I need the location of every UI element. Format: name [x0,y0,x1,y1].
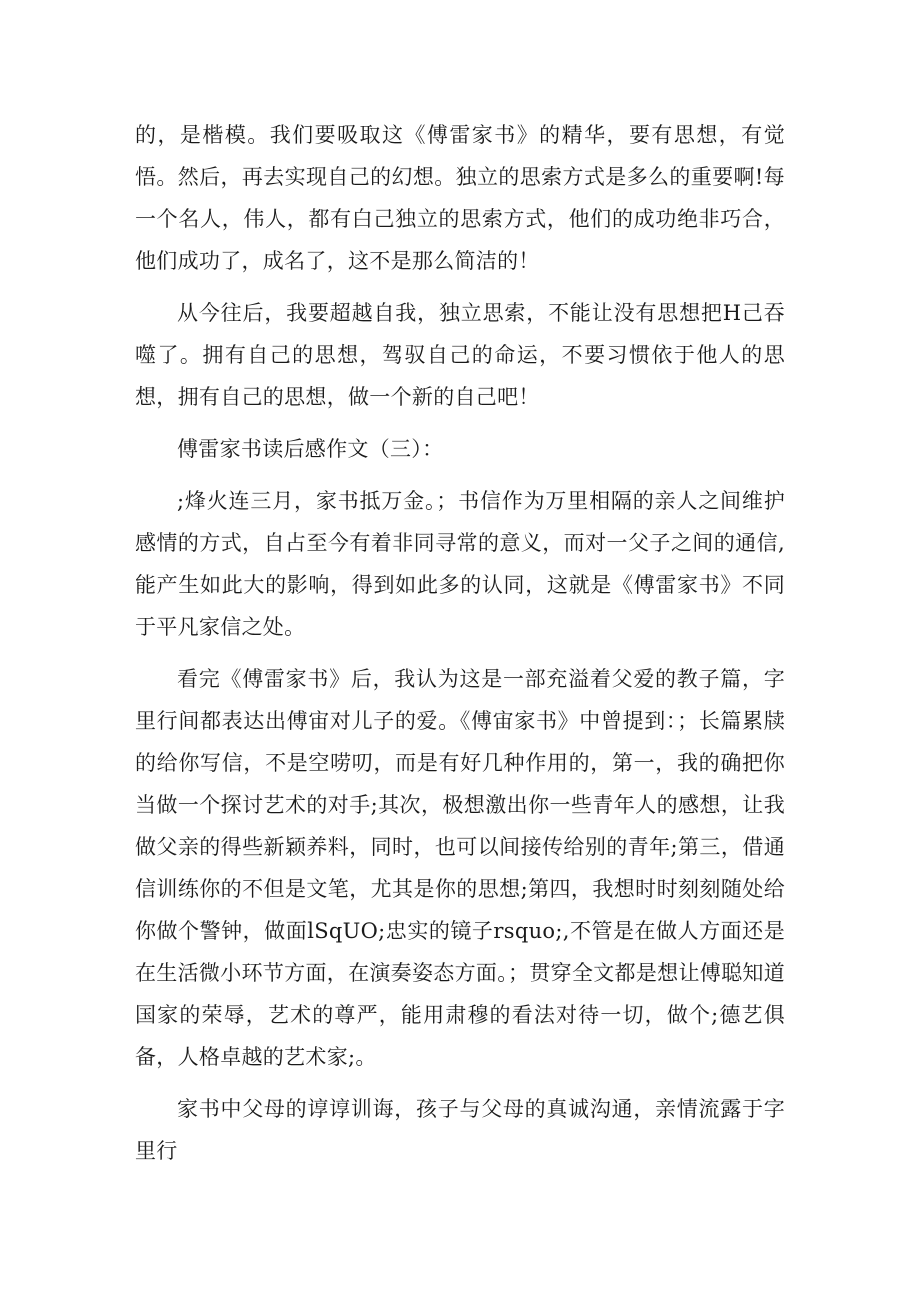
paragraph-fatherly-love: 看完《傅雷家书》后，我认为这是一部充溢着父爱的教子篇，字里行间都表达出傅宙对儿子的爱。《傅宙家书》中曾提到：；长篇累牍的给你写信，不是空唠叨，而是有好几种作用的，第一，我的确把你当做一个探讨艺术的对手;其次，极想激出你一些青年人的感想，让我做父亲的得些新颖养料，同时，也可以间接传给别的青年;第三，借通信训练你的不但是文笔，尤其是你的思想;第四，我想时时刻刻随处给你做个警钟，做面lSqUO;忠实的镜子rsquo;,不管是在做人方面还是在生活微小环节方面，在演奏姿态方面。；贯穿全文都是想让傅聪知道国家的荣辱，艺术的尊严，能用肃穆的看法对待一切，做个;德艺俱备，人格卓越的艺术家;。 [135,667,785,1069]
paragraph-parents-teaching: 家书中父母的谆谆训诲，孩子与父母的真诚沟通，亲情流露于字里行 [135,1097,785,1163]
section-heading: 傅雷家书读后感作文（三）： [177,437,444,461]
paragraph-letters: ;烽火连三月，家书抵万金。；书信作为万里相隔的亲人之间维护感情的方式，自占至今有着非同寻常的意义，而对一父子之间的通信,能产生如此大的影响，得到如此多的认同，这就是《傅雷家书》不同于平凡家信之处。 [135,489,785,639]
paragraph-continuation: 的，是楷模。我们要吸取这《傅雷家书》的精华，要有思想，有觉悟。然后，再去实现自己的幻想。独立的思索方式是多么的重要啊!每一个名人，伟人，都有白己独立的思索方式，他们的成功绝非巧合，他们成功了，成名了，这不是那么简洁的！ [135,123,785,273]
document-body [135,114,785,1182]
paragraph-resolution: 从今往后，我要超越自我，独立思索，不能让没有思想把H己吞噬了。拥有自己的思想，驾驭自己的命运，不要习惯依于他人的思想，拥有自己的思想，做一个新的自己吧！ [135,301,785,409]
